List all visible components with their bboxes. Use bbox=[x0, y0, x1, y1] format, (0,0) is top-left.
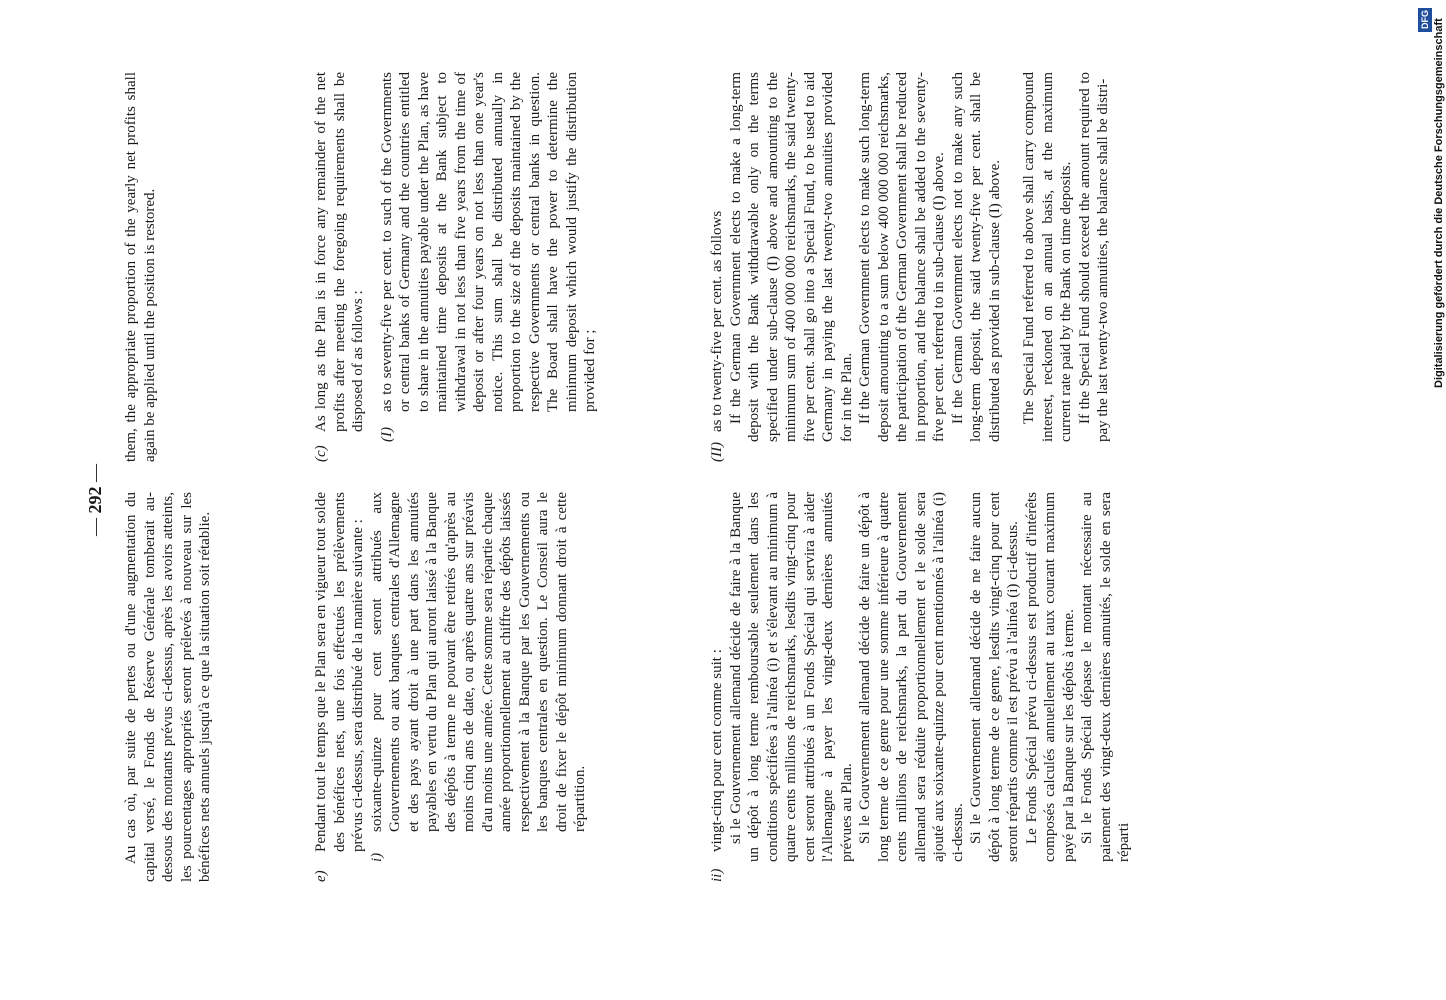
fr-continuation bbox=[122, 492, 215, 882]
fr-item-i-text: soixante-quinze pour cent seront attribués aux Gouvernements ou aux banques centrales d'Allemagne et des pays ayant droit à une part dans les annuités payables en vertu du Plan qui auront laissé à la Banque des dépôts à terme ne pouvant être retirés qu'après au moins cinq ans de date, ou après quatre ans sur préavis d'au moins une année. Cette somme sera répartie chaque année proportionnellement au chiffre des dépôts laissés respectivement à la Banque par les Gouvernements ou les banques centrales en question. Le Conseil aura le droit de fixer le dépôt minimum donnant droit à cette répartition. bbox=[368, 492, 588, 832]
en-II-paragraph-4: The Special Fund referred to above shall carry compound interest, reckoned on an annual basis, at the maximum current rate paid by the Bank on time deposits. bbox=[1021, 72, 1074, 442]
dfg-funding-notice: Digitalisierung gefördert durch die Deutsche Forschungsgemeinschaft bbox=[1433, 18, 1445, 388]
en-item-II-label: (II) bbox=[709, 442, 725, 462]
en-II-paragraph-5: If the Special Fund should exceed the amount required to pay the last twenty-two annuities, the balance shall be distri- bbox=[1076, 72, 1111, 442]
fr-ii-paragraph-4: Le Fonds Spécial prévu ci-dessus est productif d'intérêts composés calculés annuellement au taux courant maximum payé par la Banque sur les dépôts à terme. bbox=[1023, 492, 1077, 862]
en-item-I-label: (I) bbox=[378, 427, 395, 442]
en-item-I bbox=[378, 72, 600, 442]
fr-item-i bbox=[368, 492, 590, 862]
en-section-c-intro bbox=[312, 72, 368, 462]
fr-item-ii-intro: vingt-cinq pour cent comme suit : bbox=[709, 649, 725, 852]
en-section-c-label: (c) bbox=[313, 445, 329, 462]
fr-section-e bbox=[312, 492, 590, 882]
dfg-funding-strip bbox=[1418, 8, 1445, 388]
fr-ii-paragraph-5: Si le Fonds Spécial dépasse le montant nécessaire au paiement des vingt-deux dernières annuités, le solde en sera réparti bbox=[1079, 492, 1132, 862]
fr-item-ii bbox=[708, 492, 727, 882]
en-section-c bbox=[312, 72, 600, 462]
fr-section-ii bbox=[708, 492, 1134, 882]
dfg-logo: DFG bbox=[1418, 8, 1432, 32]
en-item-II-intro: as to twenty-five per cent. as follows bbox=[709, 210, 725, 432]
fr-paragraph-reserve: Au cas où, par suite de pertes ou d'une augmentation du capital versé, le Fonds de Réserve Générale tomberait au-dessous des montants prévus ci-dessus, après les avoirs atteints, les pourcentages appropriés seront prélevés à nouveau sur les bénéfices nets annuels jusqu'à ce que la situation soit rétablie. bbox=[123, 492, 213, 882]
en-item-I-text: as to seventy-five per cent. to such of the Governments or central banks of Germany and the countries entitled to share in the annuities payable under the Plan, as have maintained time deposits at the Bank subject to withdrawal in not less than five years from the time of deposit or after four years on not less than one year's notice. This sum shall be distributed annually in proportion to the size of the deposits maintained by the respective Governments or central banks in question. The Board shall have the power to determine the minimum deposit which would justify the distribution provided for ; bbox=[378, 72, 598, 412]
fr-item-i-label: i) bbox=[368, 852, 385, 862]
en-II-paragraph-3: If the German Government elects not to make any such long-term deposit, the said twenty-five per cent. shall be distributed as provided in sub-clause (I) above. bbox=[949, 72, 1003, 442]
en-section-II bbox=[708, 72, 1113, 462]
page-number: — 292 — bbox=[86, 0, 105, 1000]
en-II-paragraph-2: If the German Government elects to make such long-term deposit amounting to a sum below 400 000 000 reichsmarks, the participation of the German Government shall be reduced in proportion, and the balance shall be added to the seventy-five per cent. referred to in sub-clause (I) above. bbox=[857, 72, 947, 442]
en-item-II bbox=[708, 72, 727, 462]
en-continuation bbox=[122, 72, 159, 462]
fr-item-ii-label: ii) bbox=[709, 868, 725, 882]
fr-ii-paragraph-3: Si le Gouvernement allemand décide de ne faire aucun dépôt à long terme de ce genre, lesdits vingt-cinq pour cent seront répartis comme il est prévu à l'alinéa (i) ci-dessus. bbox=[968, 492, 1021, 862]
fr-ii-paragraph-2: Si le Gouvernement allemand décide de faire un dépôt à long terme de ce genre pour une somme inférieure à quatre cents millions de reichsmarks, la part du Gouvernement allemand sera réduite proportionnellement et le solde sera ajouté aux soixante-quinze pour cent mentionnés à l'alinéa (i) ci-dessus. bbox=[857, 492, 966, 862]
en-section-c-text: As long as the Plan is in force any remainder of the net profits after meeting the foregoing requirements shall be disposed of as follows : bbox=[313, 72, 366, 432]
en-II-paragraph-1: If the German Government elects to make a long-term deposit with the Bank withdrawable only on the terms specified under sub-clause (I) above and amounting to the minimum sum of 400 000 000 reichsmarks, the said twenty-five per cent. shall go into a Special Fund, to be used to aid Germany in paying the last twenty-two annuities provided for in the Plan. bbox=[727, 72, 855, 442]
fr-section-e-text: Pendant tout le temps que le Plan sera en vigueur tout solde des bénéfices nets, une fois effectués les prélèvements prévus ci-dessus, sera distribué de la manière suivante : bbox=[313, 492, 366, 852]
fr-ii-paragraph-1: si le Gouvernement allemand décide de faire à la Banque un dépôt à long terme remboursable seulement dans les conditions spécifiées à l'alinéa (i) et s'élevant au minimum à quatre cents millions de reichsmarks, lesdits vingt-cinq pour cent seront attribués à un Fonds Spécial qui servira à aider l'Allemagne à payer les vingt-deux dernières annuités prévues au Plan. bbox=[727, 492, 855, 862]
en-paragraph-restored: them, the appropriate proportion of the yearly net profits shall again be applied until the position is restored. bbox=[123, 72, 158, 462]
fr-section-e-label: e) bbox=[313, 870, 329, 882]
fr-section-e-intro bbox=[312, 492, 368, 882]
